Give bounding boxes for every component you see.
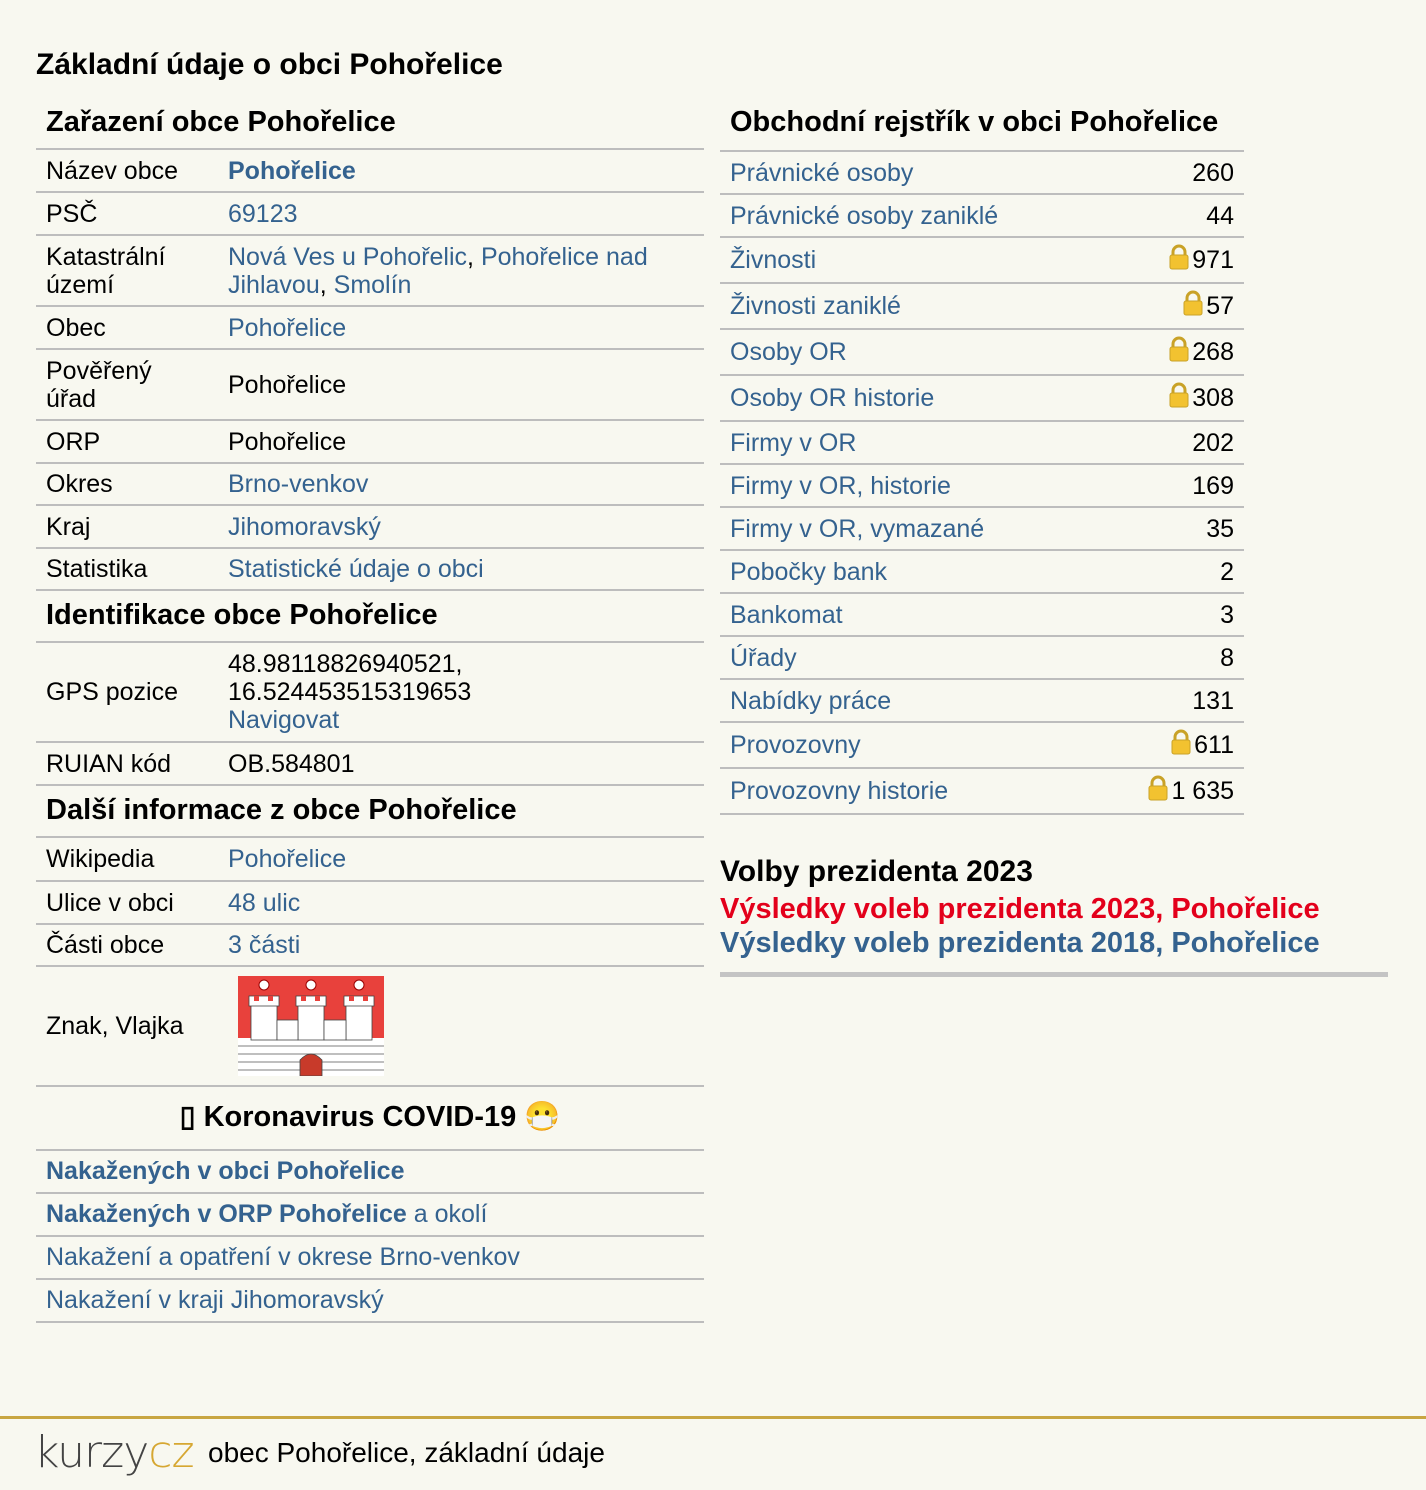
obec-link[interactable]: Pohořelice — [228, 313, 347, 342]
psc-link[interactable]: 69123 — [228, 199, 298, 228]
rejstrik-value: 3 — [1220, 600, 1234, 629]
dalsi-heading: Další informace z obce Pohořelice — [36, 786, 704, 838]
right-column — [720, 98, 1388, 815]
rejstrik-count — [1104, 283, 1244, 329]
rejstrik-count — [1104, 194, 1244, 237]
table-row — [36, 966, 704, 1086]
table-row — [36, 924, 704, 966]
table-row — [720, 421, 1244, 464]
separator: , — [467, 242, 481, 271]
table-row — [36, 643, 704, 742]
row-key: GPS pozice — [36, 643, 218, 742]
divider — [720, 972, 1388, 977]
rejstrik-link[interactable]: Bankomat — [730, 600, 843, 629]
table-row — [36, 192, 704, 235]
row-key: Obec — [36, 306, 218, 349]
rejstrik-link[interactable]: Provozovny historie — [730, 777, 949, 805]
ruian-value: OB.584801 — [218, 742, 704, 785]
lock-icon[interactable] — [1171, 729, 1191, 761]
table-row — [720, 194, 1244, 237]
footer — [0, 1416, 1426, 1490]
table-row — [36, 881, 704, 924]
kurzy-logo[interactable] — [34, 1427, 194, 1478]
rejstrik-value: 8 — [1220, 643, 1234, 672]
table-row — [36, 306, 704, 349]
covid-kraj-link[interactable]: Nakažení v kraji Jihomoravský — [46, 1286, 384, 1314]
table-row — [36, 235, 704, 306]
table-row — [720, 464, 1244, 507]
rejstrik-value: 611 — [1194, 731, 1234, 759]
rejstrik-heading: Obchodní rejstřík v obci Pohořelice — [730, 106, 1219, 138]
covid-orp-link[interactable]: Nakažených v ORP Pohořelice — [46, 1200, 407, 1228]
volby-2023-link[interactable]: Výsledky voleb prezidenta 2023, Pohořelice — [720, 893, 1320, 925]
table-row — [720, 593, 1244, 636]
volby-heading: Volby prezidenta 2023 — [720, 855, 1033, 888]
casti-link[interactable]: 3 části — [228, 931, 301, 959]
row-key: PSČ — [36, 192, 218, 235]
gps-lon: 16.524453515319653 — [228, 678, 472, 706]
katastr-link-nova-ves[interactable]: Nová Ves u Pohořelic — [228, 242, 468, 271]
covid-obec-link[interactable]: Nakažených v obci Pohořelice — [46, 1157, 405, 1185]
table-row — [720, 283, 1244, 329]
table-row — [720, 151, 1244, 194]
rejstrik-link[interactable]: Právnické osoby zaniklé — [730, 201, 999, 230]
lock-icon[interactable] — [1169, 382, 1189, 414]
rejstrik-link[interactable]: Osoby OR — [730, 338, 847, 366]
table-row — [36, 548, 704, 590]
separator: , — [319, 270, 334, 299]
row-key: Wikipedia — [36, 838, 218, 881]
kraj-link[interactable]: Jihomoravský — [228, 512, 381, 541]
rejstrik-value: 202 — [1192, 428, 1234, 457]
rejstrik-link[interactable]: Nabídky práce — [730, 686, 892, 715]
table-row — [720, 507, 1244, 550]
lock-icon[interactable] — [1148, 775, 1168, 807]
rejstrik-count — [1104, 464, 1244, 507]
rejstrik-count — [1104, 593, 1244, 636]
covid-okres-link[interactable]: Nakažení a opatření v okrese Brno-venkov — [46, 1243, 520, 1271]
rejstrik-link[interactable]: Firmy v OR, historie — [730, 471, 951, 500]
volby-2018-link[interactable]: Výsledky voleb prezidenta 2018, Pohořelice — [720, 927, 1320, 959]
footer-text: obec Pohořelice, základní údaje — [208, 1437, 605, 1468]
lock-icon[interactable] — [1169, 244, 1189, 276]
list-item — [36, 1280, 704, 1323]
rejstrik-link[interactable]: Osoby OR historie — [730, 384, 935, 412]
rejstrik-link[interactable]: Firmy v OR — [730, 428, 857, 457]
navigovat-link[interactable]: Navigovat — [228, 706, 340, 734]
rejstrik-value: 308 — [1192, 384, 1234, 412]
rejstrik-count — [1104, 768, 1244, 814]
covid-heading: ▯ Koronavirus COVID-19 😷 — [36, 1087, 704, 1151]
identifikace-heading: Identifikace obce Pohořelice — [36, 591, 704, 643]
zarazeni-heading: Zařazení obce Pohořelice — [36, 98, 704, 150]
lock-icon[interactable] — [1183, 290, 1203, 322]
rejstrik-link[interactable]: Živnosti zaniklé — [730, 292, 901, 320]
rejstrik-value: 2 — [1220, 557, 1234, 586]
rejstrik-count — [1104, 679, 1244, 722]
zarazeni-table — [36, 150, 704, 591]
table-row — [720, 329, 1244, 375]
rejstrik-link[interactable]: Firmy v OR, vymazané — [730, 514, 985, 543]
rejstrik-link[interactable]: Živnosti — [730, 246, 817, 274]
okres-link[interactable]: Brno-venkov — [228, 470, 369, 498]
rejstrik-count — [1104, 550, 1244, 593]
gps-lat: 48.98118826940521, — [228, 650, 463, 678]
table-row — [720, 722, 1244, 768]
row-key: Části obce — [36, 924, 218, 966]
rejstrik-table — [720, 150, 1244, 815]
rejstrik-link[interactable]: Právnické osoby — [730, 158, 914, 187]
row-key: RUIAN kód — [36, 742, 218, 785]
logo-part1: kurzy — [34, 1427, 149, 1478]
dalsi-table — [36, 838, 704, 1087]
rejstrik-value: 260 — [1192, 158, 1234, 187]
katastr-link-pohorelice[interactable]: Pohořelice nad Jihlavou — [228, 242, 648, 299]
table-row — [36, 838, 704, 881]
rejstrik-count — [1104, 722, 1244, 768]
table-row — [36, 742, 704, 785]
orp-value: Pohořelice — [218, 420, 704, 463]
katastr-link-smolin[interactable]: Smolín — [333, 270, 412, 299]
wikipedia-link[interactable]: Pohořelice — [228, 845, 347, 873]
row-key: Statistika — [36, 548, 218, 590]
obec-name-link[interactable]: Pohořelice — [228, 156, 356, 185]
rejstrik-count — [1104, 421, 1244, 464]
rejstrik-link[interactable]: Provozovny — [730, 731, 861, 759]
rejstrik-value: 1 635 — [1171, 777, 1234, 805]
table-row — [720, 375, 1244, 421]
rejstrik-count — [1104, 507, 1244, 550]
list-item — [36, 1194, 704, 1237]
table-row — [720, 550, 1244, 593]
rejstrik-value: 57 — [1206, 292, 1234, 320]
table-row — [36, 420, 704, 463]
list-item — [36, 1151, 704, 1194]
rejstrik-value: 35 — [1206, 514, 1234, 543]
row-key: Okres — [36, 463, 218, 505]
ulice-link[interactable]: 48 ulic — [228, 888, 301, 917]
row-key: Kraj — [36, 505, 218, 548]
lock-icon[interactable] — [1169, 336, 1189, 368]
rejstrik-value: 268 — [1192, 338, 1234, 366]
rejstrik-value: 169 — [1192, 471, 1234, 500]
table-row — [36, 505, 704, 548]
statistika-link[interactable]: Statistické údaje o obci — [228, 555, 484, 583]
left-column — [36, 98, 704, 1323]
table-row — [720, 679, 1244, 722]
povereny-value: Pohořelice — [218, 349, 704, 420]
rejstrik-link[interactable]: Pobočky bank — [730, 557, 888, 586]
table-row — [720, 636, 1244, 679]
row-key: Katastrální území — [36, 235, 218, 306]
rejstrik-count — [1104, 375, 1244, 421]
volby-section — [720, 852, 1388, 977]
table-row — [720, 768, 1244, 814]
page-title: Základní údaje o obci Pohořelice — [36, 48, 503, 81]
rejstrik-count — [1104, 329, 1244, 375]
rejstrik-value: 44 — [1206, 201, 1234, 230]
rejstrik-link[interactable]: Úřady — [730, 643, 797, 672]
row-key: Znak, Vlajka — [36, 966, 218, 1086]
rejstrik-count — [1104, 237, 1244, 283]
rejstrik-count — [1104, 636, 1244, 679]
covid-orp-suffix: a okolí — [406, 1200, 488, 1228]
rejstrik-value: 131 — [1192, 686, 1234, 715]
rejstrik-value: 971 — [1192, 246, 1234, 274]
row-key: ORP — [36, 420, 218, 463]
table-row — [36, 349, 704, 420]
table-row — [36, 150, 704, 192]
row-key: Pověřený úřad — [36, 349, 218, 420]
table-row — [36, 463, 704, 505]
table-row — [720, 237, 1244, 283]
list-item — [36, 1237, 704, 1280]
coat-of-arms-image[interactable] — [238, 976, 384, 1076]
logo-part2: cz — [148, 1427, 194, 1478]
row-key: Název obce — [36, 150, 218, 192]
rejstrik-count — [1104, 151, 1244, 194]
row-key: Ulice v obci — [36, 881, 218, 924]
identifikace-table — [36, 643, 704, 786]
